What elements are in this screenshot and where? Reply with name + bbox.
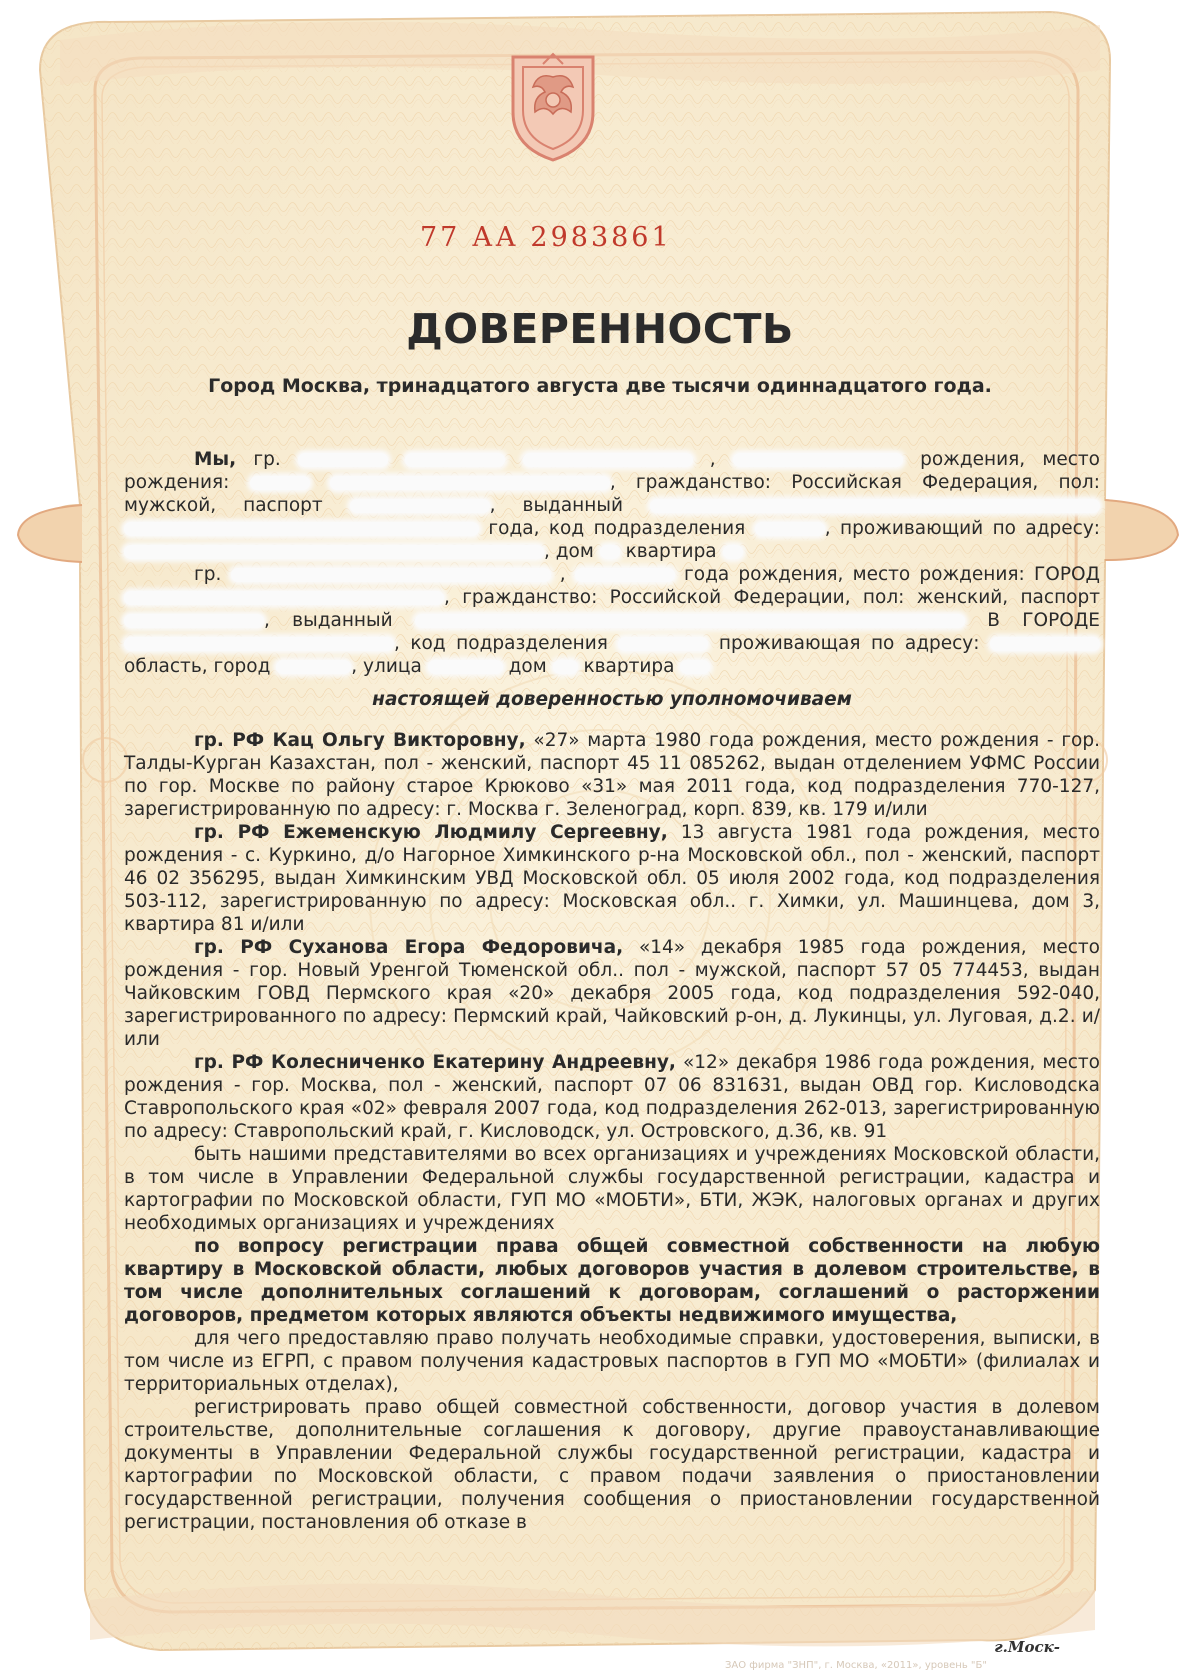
redacted xyxy=(600,545,620,559)
rights-paragraph-2: регистрировать право общей совместной собственности, договор участия в долевом строительстве, дополнительные соглашения к договору, другие правоустанавливающие документы в Управлении Федеральной службы государственной регистрации, кадастра и картографии по Московской области, с правом подачи заявления о приостановлении государственной регистрации, получения сообщения о приостановлении государственной регистрации, постановления об отказе в xyxy=(124,1397,1100,1533)
redacted xyxy=(124,637,394,651)
redacted xyxy=(575,568,675,582)
coat-of-arms-icon xyxy=(503,42,603,162)
representation-scope: быть нашими представителями во всех организациях и учреждениях Московской области, в том числе в Управлении Федеральной службы государственной регистрации, кадастра и картографии по Московской области, ГУП МО «МОБТИ», БТИ, ЖЭК, налоговых органах и других необходимых организациях и учреждениях xyxy=(124,1144,1100,1234)
redacted xyxy=(124,545,544,559)
redacted xyxy=(415,614,965,628)
printer-imprint: ЗАО фирма "ЗНП", г. Москва, «2011», уровень "Б" xyxy=(725,1660,987,1671)
redacted xyxy=(231,568,551,582)
authorize-phrase: настоящей доверенностью уполномочиваем xyxy=(372,689,852,710)
redacted xyxy=(733,453,903,467)
redacted xyxy=(755,522,825,536)
principal-1: Мы, гр. , рождения, место рождения: , гражданство: Российская Федерация, пол: мужской, паспорт , выданный года, код подразделения , проживающий по адресу: , дом квартира xyxy=(124,449,1101,562)
redacted xyxy=(330,476,610,490)
redacted xyxy=(723,545,743,559)
redacted xyxy=(553,660,578,674)
redacted xyxy=(405,453,505,467)
form-serial-number: 77 АА 2983861 xyxy=(420,222,672,253)
redacted xyxy=(276,660,351,674)
place-and-date: Город Москва, тринадцатого августа две тысячи одиннадцатого года. xyxy=(208,375,992,397)
subject-of-authority: по вопросу регистрации права общей совместной собственности на любую квартиру в Московской области, любых договоров участия в долевом строительстве, в том числе дополнительных соглашений к договорам, соглашений о расторжении договоров, предметом которых являются объекты недвижимого имущества, xyxy=(124,1236,1100,1326)
redacted xyxy=(650,499,1100,513)
redacted xyxy=(618,637,708,651)
representative-3: гр. РФ Суханова Егора Федоровича, «14» декабря 1985 года рождения, место рождения - гор. Новый Уренгой Тюменской обл.. пол - мужской, паспорт 57 05 774453, выдан Чайковским ГОВД Пермского края «20» декабря 2005 года, код подразделения 592-040, зарегистрированного по адресу: Пермский край, Чайковский р-он, д. Лукинцы, ул. Луговая, д.2. и/или xyxy=(124,937,1100,1050)
document-body xyxy=(124,448,1100,1534)
representative-2: гр. РФ Ежеменскую Людмилу Сергеевну, 13 августа 1981 года рождения, место рождения - с. Куркино, д/о Нагорное Химкинского р-на Московской обл., пол - женский, паспорт 46 02 356295, выдан Химкинским УВД Московской обл. 05 июля 2002 года, код подразделения 503-112, зарегистрированную по адресу: Московская обл.. г. Химки, ул. Машинцева, дом 3, квартира 81 и/или xyxy=(124,822,1100,935)
redacted xyxy=(298,453,388,467)
redacted xyxy=(250,476,310,490)
redacted xyxy=(124,614,264,628)
representative-4: гр. РФ Колесниченко Екатерину Андреевну, «12» декабря 1986 года рождения, место рождения - гор. Москва, пол - женский, паспорт 07 06 831631, выдан ОВД гор. Кисловодска Ставропольского края «02» февраля 2007 года, код подразделения 262-013, зарегистрированную по адресу: Ставропольский край, г. Кисловодск, ул. Островского, д.36, кв. 91 xyxy=(124,1052,1100,1142)
redacted xyxy=(990,637,1100,651)
redacted xyxy=(680,660,710,674)
representative-1: гр. РФ Кац Ольгу Викторовну, «27» марта 1980 года рождения, место рождения - гор. Талды-Курган Казахстан, пол - женский, паспорт 45 11 085262, выдан отделением УФМС России по гор. Москве по району старое Крюково «31» мая 2011 года, код подразделения 770-127, зарегистрированную по адресу: г. Москва г. Зеленоград, корп. 839, кв. 179 и/или xyxy=(124,730,1100,820)
redacted xyxy=(350,499,490,513)
page-continuation-mark: г.Моск- xyxy=(994,1638,1060,1656)
redacted xyxy=(428,660,503,674)
principal-2: гр. , года рождения, место рождения: ГОРОД , гражданство: Российской Федерации, пол: женский, паспорт , выданный В ГОРОДЕ , код подразделения проживающая по адресу: область, город , улица дом квартира xyxy=(124,564,1100,677)
rights-paragraph-1: для чего предоставляю право получать необходимые справки, удостоверения, выписки, в том числе из ЕГРП, с правом получения кадастровых паспортов в ГУП МО «МОБТИ» (филиалах и территориальных отделах), xyxy=(124,1328,1100,1395)
document-title: ДОВЕРЕННОСТЬ xyxy=(406,305,794,353)
redacted xyxy=(124,591,444,605)
redacted xyxy=(124,522,479,536)
redacted xyxy=(523,453,693,467)
